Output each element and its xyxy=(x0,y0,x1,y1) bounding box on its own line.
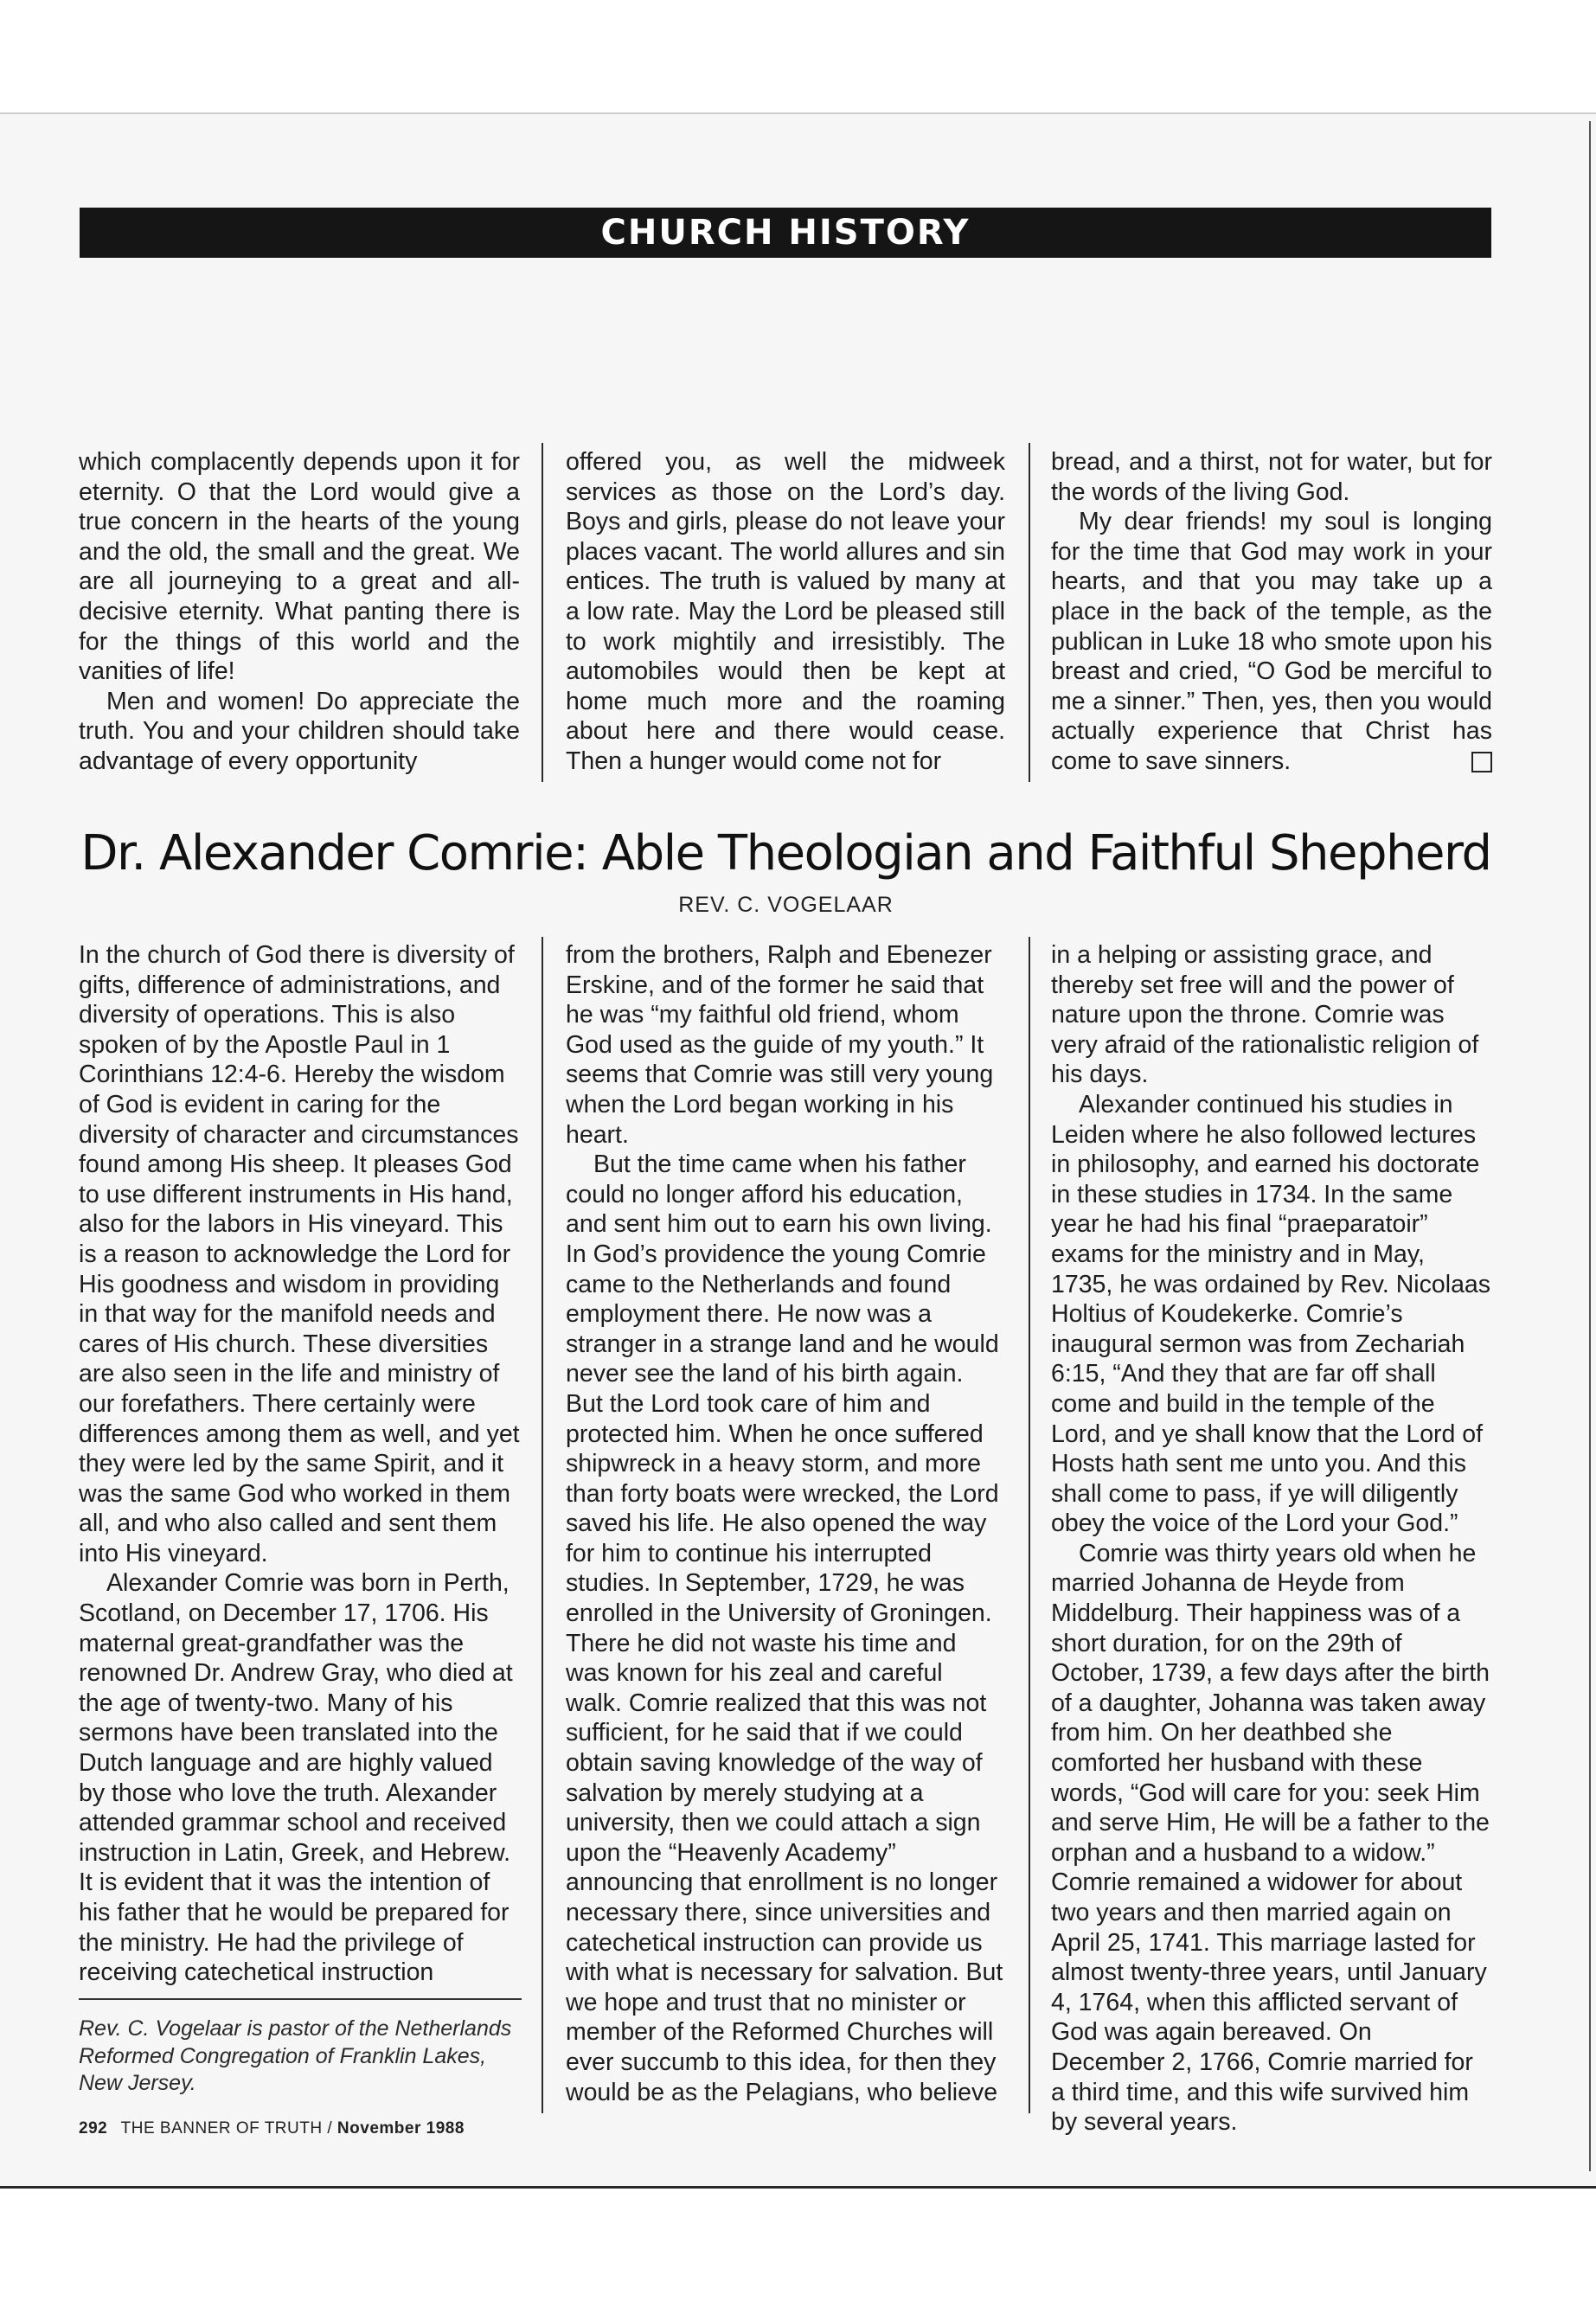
column-divider xyxy=(542,937,543,2113)
paragraph: which complacently depends upon it for eternity. O that the Lord would give a true concern in the hearts of the young and the old, the small and the great. We are all journeying to a great and all-decisive eternity. What panting there is for the things of this world and the vanities of life! xyxy=(79,448,520,686)
prev-column-2 xyxy=(566,447,1005,777)
prev-column-1 xyxy=(79,447,520,777)
column-divider xyxy=(1029,443,1030,782)
section-banner xyxy=(80,208,1491,258)
paragraph: in a helping or assisting grace, and thereby set free will and the power of nature upon the throne. Comrie was very afraid of the rationalistic religion of his days. xyxy=(1051,941,1479,1089)
column-divider xyxy=(1029,937,1030,2113)
paragraph: offered you, as well the midweek services as those on the Lord’s day. Boys and girls, please do not leave your places vacant. The world allures and sin entices. The truth is valued by many at a low rate. May the Lord be pleased still to work mightily and irresistibly. The automobiles would then be kept at home much more and the roaming about here and there would cease. Then a hunger would come not for xyxy=(566,448,1005,775)
paragraph xyxy=(1051,507,1492,776)
paragraph: Alexander continued his studies in Leiden where he also followed lectures in philosophy, and earned his doctorate in these studies in 1734. In the same year he had his final “praeparatoir” exams for the ministry and in May, 1735, he was ordained by Rev. Nicolaas Holtius of Koudekerke. Comrie’s inaugural sermon was from Zechariah 6:15, “And they that are far off shall come and build in the temple of the Lord, and ye shall know that the Lord of Hosts hath sent me unto you. And this shall come to pass, if ye will diligently obey the voice of the Lord your God.” xyxy=(1051,1090,1491,1538)
publication-name: THE BANNER OF TRUTH / xyxy=(120,2119,333,2138)
paragraph: bread, and a thirst, not for water, but for the words of the living God. xyxy=(1051,448,1492,506)
paragraph-text: My dear friends! my soul is longing for the time that God may work in your hearts, and that you may take up a place in the back of the temple, as the publican in Luke 18 who smote upon his breast and cried, “O God be merciful to me a sinner.” Then, yes, then you would actually experience that Christ has come to save sinners. xyxy=(1051,508,1492,775)
article-byline: REV. C. VOGELAAR xyxy=(678,893,894,917)
paragraph: from the brothers, Ralph and Ebenezer Erskine, and of the former he said that he was “my faithful old friend, whom God used as the guide of my youth.” It seems that Comrie was still very young when the Lord began working in his heart. xyxy=(566,941,994,1149)
paragraph: Men and women! Do appreciate the truth. You and your children should take advantage of every opportunity xyxy=(79,687,520,775)
prev-column-3 xyxy=(1051,447,1492,777)
article-column-3 xyxy=(1051,940,1492,2138)
page-number: 292 xyxy=(79,2119,108,2138)
end-of-article-mark xyxy=(1471,752,1492,772)
paragraph: But the time came when his father could no longer afford his education, and sent him out to earn his own living. In God’s providence the young Comrie came to the Netherlands and found employment there. He now was a stranger in a strange land and he would never see the land of his birth again. But the Lord took care of him and protected him. When he once suffered shipwreck in a heavy storm, and more than forty boats were wrecked, the Lord saved his life. He also opened the way for him to continue his interrupted studies. In September, 1729, he was enrolled in the University of Groningen. There he did not waste his time and was known for his zeal and careful walk. Comrie realized that this was not sufficient, for he said that if we could obtain saving knowledge of the way of salvation by merely studying at a university, then we could attach a sign upon the “Heavenly Academy” announcing that enrollment is no longer necessary there, since universities and catechetical instruction can provide us with what is necessary for salvation. But we hope and trust that no minister or member of the Reformed Churches will ever succumb to this idea, for then they would be as the Pelagians, who believe xyxy=(566,1150,1003,2106)
page-edge xyxy=(1589,121,1591,2171)
article-title: Dr. Alexander Comrie: Able Theologian and Faithful Shepherd xyxy=(80,825,1491,881)
issue-date: November 1988 xyxy=(337,2119,465,2138)
footnote-rule xyxy=(79,1998,522,2000)
paragraph: Alexander Comrie was born in Perth, Scotland, on December 17, 1706. His maternal great-grandfather was the renowned Dr. Andrew Gray, who died at the age of twenty-two. Many of his sermons have been translated into the Dutch language and are highly valued by those who love the truth. Alexander attended grammar school and received instruction in Latin, Greek, and Hebrew. It is evident that it was the intention of his father that he would be prepared for the ministry. He had the privilege of receiving catechetical instruction xyxy=(79,1569,513,1987)
article-column-2 xyxy=(566,940,1005,2107)
article-column-1 xyxy=(79,940,520,1988)
page-footer xyxy=(79,2119,465,2138)
section-title: CHURCH HISTORY xyxy=(600,213,971,253)
paragraph: Comrie was thirty years old when he married Johanna de Heyde from Middelburg. Their happiness was of a short duration, for on the 29th of October, 1739, a few days after the birth of a daughter, Johanna was taken away from him. On her deathbed she comforted her husband with these words, “God will care for you: seek Him and serve Him, He will be a father to the orphan and a husband to a widow.” Comrie remained a widower for about two years and then married again on April 25, 1741. This marriage lasted for almost twenty-three years, until January 4, 1764, when this afflicted servant of God was again bereaved. On December 2, 1766, Comrie married for a third time, and this wife survived him by several years. xyxy=(1051,1539,1490,2137)
column-divider xyxy=(542,443,543,782)
author-note: Rev. C. Vogelaar is pastor of the Netherlands Reformed Congregation of Franklin Lakes, New Jersey. xyxy=(79,2016,512,2095)
paragraph: In the church of God there is diversity of gifts, difference of administrations, and diversity of operations. This is also spoken of by the Apostle Paul in 1 Corinthians 12:4-6. Hereby the wisdom of God is evident in caring for the diversity of character and circumstances found among His sheep. It pleases God to use different instruments in His hand, also for the labors in His vineyard. This is a reason to acknowledge the Lord for His goodness and wisdom in providing in that way for the manifold needs and cares of His church. These diversities are also seen in the life and ministry of our forefathers. There certainly were differences among them as well, and yet they were led by the same Spirit, and it was the same God who worked in them all, and who also called and sent them into His vineyard. xyxy=(79,941,520,1567)
